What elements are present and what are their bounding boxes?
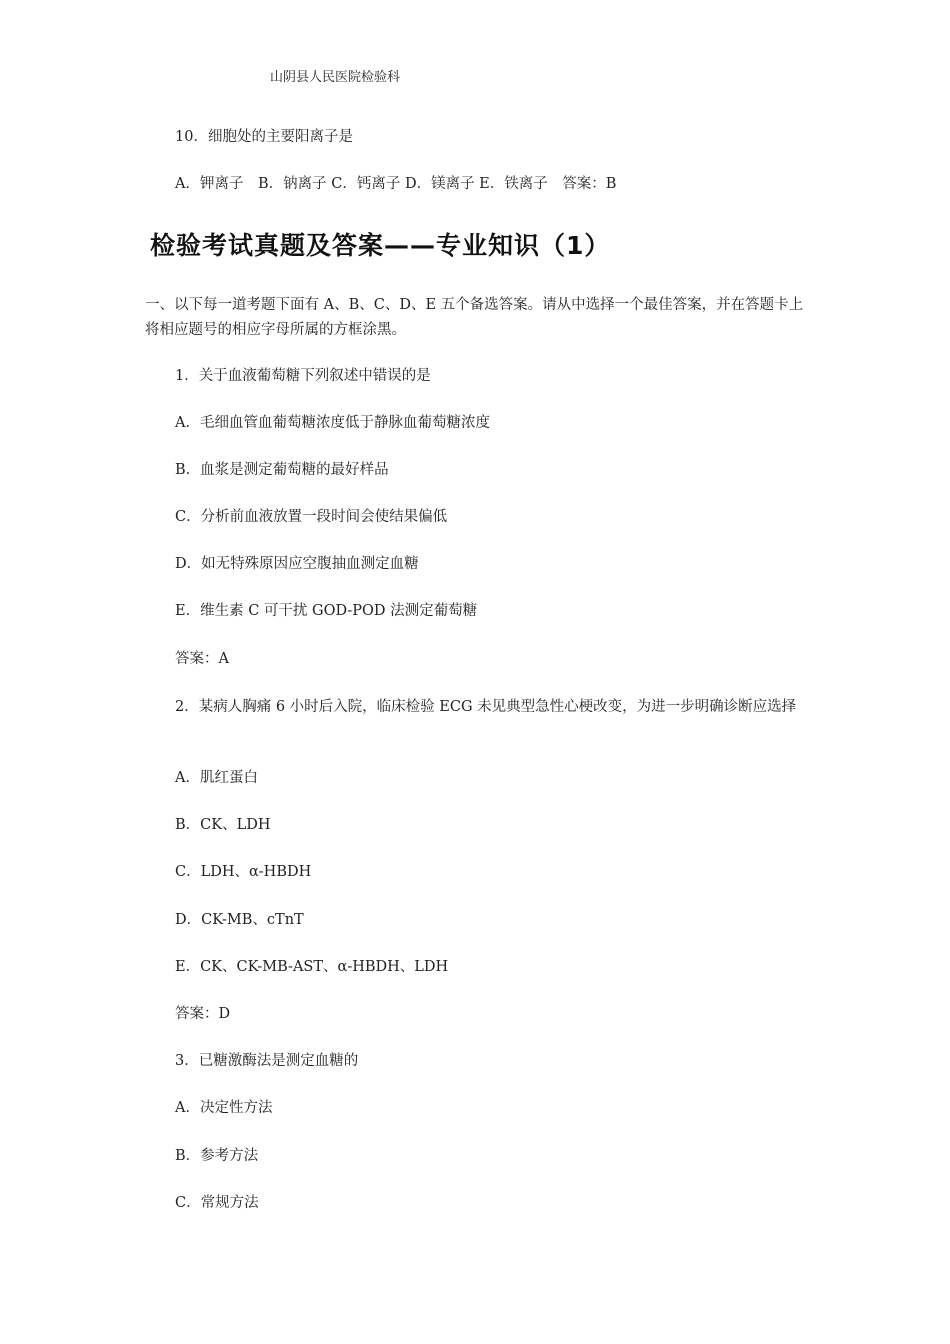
question-3-option-c: C．常规方法 — [175, 1195, 259, 1211]
question-2-option-c: C．LDH、α-HBDH — [175, 864, 312, 880]
question-10-stem: 10．细胞处的主要阳离子是 — [175, 129, 353, 145]
question-3-option-b: B．参考方法 — [175, 1148, 259, 1164]
question-2-answer: 答案：D — [175, 1006, 231, 1022]
question-2-option-d: D．CK-MB、cTnT — [175, 912, 304, 928]
page-title: 检验考试真题及答案——专业知识（1） — [150, 231, 611, 260]
question-1-option-b: B．血浆是测定葡萄糖的最好样品 — [175, 462, 389, 478]
question-1-option-d: D．如无特殊原因应空腹抽血测定血糖 — [175, 556, 419, 572]
question-2-option-b: B．CK、LDH — [175, 817, 271, 833]
question-2-stem: 2．某病人胸痛 6 小时后入院，临床检验 ECG 未见典型急性心梗改变，为进一步明确诊断应选择 — [175, 699, 797, 715]
question-2-option-a: A．肌红蛋白 — [175, 770, 258, 786]
question-1-stem: 1．关于血液葡萄糖下列叙述中错误的是 — [175, 368, 431, 384]
question-1-option-a: A．毛细血管血葡萄糖浓度低于静脉血葡萄糖浓度 — [175, 415, 490, 431]
question-2-option-e: E．CK、CK-MB-AST、α-HBDH、LDH — [175, 959, 449, 975]
question-1-option-c: C．分析前血液放置一段时间会使结果偏低 — [175, 509, 448, 525]
instructions: 一、以下每一道考题下面有 A、B、C、D、E 五个备选答案。请从中选择一个最佳答案，并在答题卡上将相应题号的相应字母所属的方框涂黑。 — [145, 297, 804, 338]
question-1-answer: 答案：A — [175, 651, 229, 667]
question-3-stem: 3．已糖激酶法是测定血糖的 — [175, 1053, 359, 1069]
question-1-option-e: E．维生素 C 可干扰 GOD-POD 法测定葡萄糖 — [175, 603, 478, 619]
page-header: 山阴县人民医院检验科 — [270, 70, 401, 85]
question-10-options: A．钾离子 B．钠离子 C．钙离子 D．镁离子 E．铁离子 答案：B — [175, 176, 617, 192]
question-3-option-a: A．决定性方法 — [175, 1100, 273, 1116]
